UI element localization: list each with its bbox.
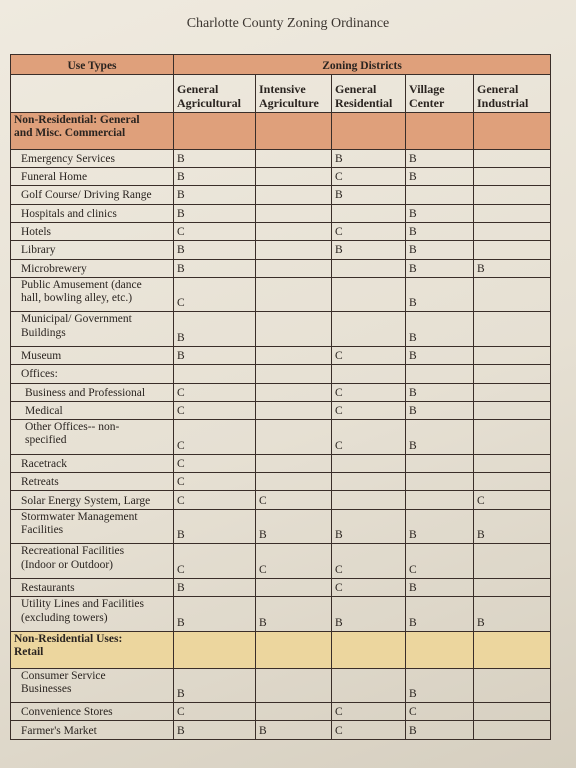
- district-value-cell: B: [174, 149, 256, 167]
- district-value-cell: B: [406, 383, 474, 401]
- zoning-districts-header: Zoning Districts: [174, 55, 551, 75]
- district-value-cell: C: [474, 491, 551, 509]
- district-value-cell: [256, 473, 332, 491]
- district-value-cell: B: [406, 597, 474, 632]
- district-value-cell: [256, 454, 332, 472]
- use-type-label-line: Facilities: [21, 524, 64, 537]
- district-value-cell: C: [174, 473, 256, 491]
- district-column-header: [406, 75, 474, 113]
- district-value-cell: B: [332, 597, 406, 632]
- use-type-label-line: Restaurants: [21, 582, 75, 595]
- use-type-cell: [11, 491, 174, 509]
- section-label: [11, 113, 174, 150]
- use-type-label-line: Utility Lines and Facilities: [21, 598, 144, 611]
- page-title: Charlotte County Zoning Ordinance: [186, 16, 390, 31]
- district-value-cell: [256, 365, 332, 383]
- district-value-cell: [474, 668, 551, 703]
- district-column-header: [332, 75, 406, 113]
- use-type-label-line: and Misc. Commercial: [14, 127, 126, 140]
- use-type-label-line: Farmer's Market: [21, 724, 97, 737]
- district-value-cell: [256, 241, 332, 259]
- district-value-cell: B: [174, 186, 256, 204]
- table-row: [11, 365, 551, 383]
- district-value-cell: B: [174, 597, 256, 632]
- district-value-cell: C: [256, 544, 332, 579]
- table-row: [11, 222, 551, 240]
- table-row: [11, 578, 551, 596]
- use-type-label-line: specified: [25, 434, 67, 447]
- district-value-cell: C: [332, 347, 406, 365]
- section-label: [11, 631, 174, 668]
- use-type-cell: [11, 721, 174, 740]
- district-value-cell: C: [174, 277, 256, 312]
- district-header-line: Center: [409, 96, 445, 111]
- district-value-cell: [474, 312, 551, 347]
- district-value-cell: [256, 222, 332, 240]
- table-row: [11, 312, 551, 347]
- table-row: [11, 420, 551, 455]
- district-value-cell: B: [174, 347, 256, 365]
- district-column-header: [174, 75, 256, 113]
- district-value-cell: [256, 668, 332, 703]
- district-value-cell: B: [174, 259, 256, 277]
- district-value-cell: [256, 186, 332, 204]
- table-row: [11, 473, 551, 491]
- district-header-line: Intensive: [259, 82, 306, 97]
- district-value-cell: B: [406, 167, 474, 185]
- district-value-cell: B: [174, 167, 256, 185]
- district-value-cell: C: [332, 383, 406, 401]
- use-type-cell: [11, 597, 174, 632]
- district-value-cell: [474, 277, 551, 312]
- district-header-line: Village: [409, 82, 445, 97]
- district-value-cell: [256, 383, 332, 401]
- use-type-label-line: Emergency Services: [21, 152, 115, 165]
- use-type-cell: [11, 703, 174, 721]
- district-value-cell: [474, 204, 551, 222]
- district-value-cell: [474, 401, 551, 419]
- district-value-cell: B: [406, 149, 474, 167]
- section-cell: [406, 631, 474, 668]
- district-value-cell: B: [406, 347, 474, 365]
- table-row: [11, 383, 551, 401]
- use-type-cell: [11, 167, 174, 185]
- table-row: [11, 149, 551, 167]
- district-value-cell: C: [174, 420, 256, 455]
- district-value-cell: B: [332, 186, 406, 204]
- district-value-cell: [256, 204, 332, 222]
- table-row: [11, 259, 551, 277]
- district-value-cell: B: [406, 277, 474, 312]
- district-value-cell: B: [174, 241, 256, 259]
- district-value-cell: [474, 186, 551, 204]
- district-value-cell: [474, 222, 551, 240]
- use-type-label-line: Medical: [25, 405, 63, 418]
- use-type-label-line: Other Offices-- non-: [25, 421, 120, 434]
- use-type-cell: [11, 347, 174, 365]
- district-value-cell: B: [174, 578, 256, 596]
- district-value-cell: [332, 365, 406, 383]
- district-value-cell: C: [256, 491, 332, 509]
- district-value-cell: B: [406, 259, 474, 277]
- use-type-label-line: Consumer Service: [21, 669, 106, 682]
- district-value-cell: B: [174, 509, 256, 544]
- use-type-cell: [11, 473, 174, 491]
- district-value-cell: [256, 347, 332, 365]
- district-value-cell: [474, 365, 551, 383]
- use-type-label-line: Microbrewery: [21, 262, 87, 275]
- district-value-cell: B: [474, 597, 551, 632]
- district-value-cell: [474, 420, 551, 455]
- section-cell: [474, 113, 551, 150]
- district-value-cell: C: [174, 383, 256, 401]
- table-row: [11, 509, 551, 544]
- use-type-label-line: Non-Residential Uses:: [14, 632, 123, 645]
- district-value-cell: [474, 578, 551, 596]
- district-value-cell: [256, 578, 332, 596]
- district-value-cell: C: [332, 703, 406, 721]
- district-header-line: General: [477, 82, 519, 97]
- use-type-label-line: Retail: [14, 646, 44, 659]
- use-type-cell: [11, 312, 174, 347]
- district-value-cell: B: [406, 509, 474, 544]
- district-value-cell: C: [174, 454, 256, 472]
- district-value-cell: [256, 703, 332, 721]
- table-row: [11, 241, 551, 259]
- district-value-cell: [332, 491, 406, 509]
- use-type-label-line: (Indoor or Outdoor): [21, 558, 113, 571]
- district-value-cell: [256, 259, 332, 277]
- use-type-label-line: Buildings: [21, 326, 66, 339]
- use-type-cell: [11, 241, 174, 259]
- district-value-cell: [332, 312, 406, 347]
- district-value-cell: [332, 204, 406, 222]
- district-value-cell: [406, 365, 474, 383]
- district-value-cell: [474, 167, 551, 185]
- district-value-cell: C: [174, 222, 256, 240]
- district-value-cell: [474, 454, 551, 472]
- district-value-cell: [474, 703, 551, 721]
- district-header-line: Residential: [335, 96, 393, 111]
- district-value-cell: B: [174, 204, 256, 222]
- district-header-line: General: [335, 82, 377, 97]
- district-value-cell: C: [174, 401, 256, 419]
- district-value-cell: B: [406, 204, 474, 222]
- district-value-cell: B: [406, 668, 474, 703]
- district-value-cell: C: [332, 420, 406, 455]
- use-type-cell: [11, 454, 174, 472]
- use-type-label-line: Business and Professional: [25, 386, 146, 399]
- district-value-cell: C: [174, 703, 256, 721]
- district-header-line: General: [177, 82, 219, 97]
- district-header-line: Agriculture: [259, 96, 319, 111]
- district-value-cell: C: [332, 401, 406, 419]
- section-cell: [256, 113, 332, 150]
- district-value-cell: [474, 347, 551, 365]
- use-type-label-line: Funeral Home: [21, 171, 88, 184]
- district-columns-row: [11, 75, 551, 113]
- use-type-cell: [11, 259, 174, 277]
- district-value-cell: B: [406, 420, 474, 455]
- district-value-cell: B: [256, 597, 332, 632]
- use-type-label-line: Racetrack: [21, 457, 67, 470]
- district-value-cell: B: [174, 312, 256, 347]
- district-value-cell: B: [256, 509, 332, 544]
- use-type-label-line: Hotels: [21, 225, 52, 238]
- district-value-cell: C: [332, 167, 406, 185]
- district-value-cell: B: [332, 241, 406, 259]
- section-cell: [174, 113, 256, 150]
- use-type-cell: [11, 544, 174, 579]
- district-value-cell: C: [332, 578, 406, 596]
- district-value-cell: [332, 473, 406, 491]
- use-type-cell: [11, 578, 174, 596]
- table-row: [11, 204, 551, 222]
- district-value-cell: [474, 241, 551, 259]
- district-value-cell: [406, 491, 474, 509]
- district-value-cell: [474, 544, 551, 579]
- use-type-cell: [11, 401, 174, 419]
- district-value-cell: [474, 383, 551, 401]
- table-row: [11, 167, 551, 185]
- district-value-cell: [256, 149, 332, 167]
- use-type-cell: [11, 509, 174, 544]
- district-column-header: [474, 75, 551, 113]
- district-value-cell: B: [256, 721, 332, 740]
- district-value-cell: [332, 259, 406, 277]
- use-type-label-line: Hospitals and clinics: [21, 207, 117, 220]
- district-value-cell: [474, 149, 551, 167]
- section-cell: [406, 113, 474, 150]
- zoning-table: [10, 54, 551, 740]
- table-row: [11, 703, 551, 721]
- section-cell: [332, 631, 406, 668]
- district-value-cell: C: [332, 721, 406, 740]
- table-row: [11, 347, 551, 365]
- use-type-cell: [11, 420, 174, 455]
- district-column-header: [256, 75, 332, 113]
- use-type-label-line: Stormwater Management: [21, 510, 138, 523]
- table-row: [11, 491, 551, 509]
- table-row: [11, 186, 551, 204]
- use-types-header: Use Types: [11, 55, 174, 75]
- use-type-cell: [11, 222, 174, 240]
- section-cell: [256, 631, 332, 668]
- district-value-cell: C: [174, 491, 256, 509]
- use-type-label-line: Recreational Facilities: [21, 545, 125, 558]
- use-type-cell: [11, 383, 174, 401]
- district-value-cell: B: [406, 222, 474, 240]
- district-value-cell: B: [332, 509, 406, 544]
- use-type-label-line: Non-Residential: General: [14, 114, 140, 126]
- district-value-cell: B: [474, 259, 551, 277]
- district-value-cell: [256, 277, 332, 312]
- district-value-cell: [174, 365, 256, 383]
- table-row: [11, 597, 551, 632]
- use-type-label-line: Municipal/ Government: [21, 313, 132, 326]
- district-value-cell: [332, 668, 406, 703]
- district-value-cell: [256, 420, 332, 455]
- table-row: [11, 668, 551, 703]
- use-type-cell: [11, 668, 174, 703]
- use-type-label-line: Convenience Stores: [21, 706, 113, 719]
- district-value-cell: C: [174, 544, 256, 579]
- section-header-row: [11, 631, 551, 668]
- table-row: [11, 544, 551, 579]
- district-value-cell: [406, 473, 474, 491]
- district-value-cell: [474, 721, 551, 740]
- district-value-cell: C: [332, 544, 406, 579]
- district-value-cell: B: [332, 149, 406, 167]
- use-type-cell: [11, 277, 174, 312]
- table-row: [11, 454, 551, 472]
- use-type-cell: [11, 204, 174, 222]
- district-value-cell: C: [332, 222, 406, 240]
- use-types-blank: [11, 75, 174, 113]
- use-type-label-line: Offices:: [21, 368, 58, 381]
- section-cell: [474, 631, 551, 668]
- district-value-cell: [474, 473, 551, 491]
- table-row: [11, 277, 551, 312]
- district-value-cell: B: [406, 721, 474, 740]
- district-value-cell: B: [174, 721, 256, 740]
- use-type-label-line: (excluding towers): [21, 611, 108, 624]
- use-type-label-line: Golf Course/ Driving Range: [21, 189, 152, 202]
- use-type-cell: [11, 365, 174, 383]
- district-value-cell: B: [406, 401, 474, 419]
- district-value-cell: [406, 454, 474, 472]
- use-type-label-line: Businesses: [21, 682, 72, 695]
- use-type-label-line: Solar Energy System, Large: [21, 494, 151, 507]
- district-value-cell: B: [406, 578, 474, 596]
- district-value-cell: B: [474, 509, 551, 544]
- use-type-label-line: Retreats: [21, 476, 59, 489]
- district-value-cell: C: [406, 703, 474, 721]
- district-value-cell: [406, 186, 474, 204]
- district-value-cell: [256, 167, 332, 185]
- section-header-row: [11, 113, 551, 150]
- use-type-label-line: Museum: [21, 350, 62, 363]
- district-value-cell: [332, 277, 406, 312]
- use-type-cell: [11, 186, 174, 204]
- use-type-label-line: Public Amusement (dance: [21, 278, 142, 291]
- district-value-cell: B: [174, 668, 256, 703]
- district-value-cell: B: [406, 241, 474, 259]
- use-type-label-line: hall, bowling alley, etc.): [21, 292, 133, 305]
- district-value-cell: B: [406, 312, 474, 347]
- district-header-line: Agricultural: [177, 96, 241, 111]
- district-header-line: Industrial: [477, 96, 529, 111]
- table-row: [11, 721, 551, 740]
- district-value-cell: [256, 312, 332, 347]
- district-value-cell: [256, 401, 332, 419]
- table-row: [11, 401, 551, 419]
- use-type-cell: [11, 149, 174, 167]
- section-cell: [174, 631, 256, 668]
- district-value-cell: [332, 454, 406, 472]
- district-value-cell: C: [406, 544, 474, 579]
- use-type-label-line: Library: [21, 244, 56, 257]
- section-cell: [332, 113, 406, 150]
